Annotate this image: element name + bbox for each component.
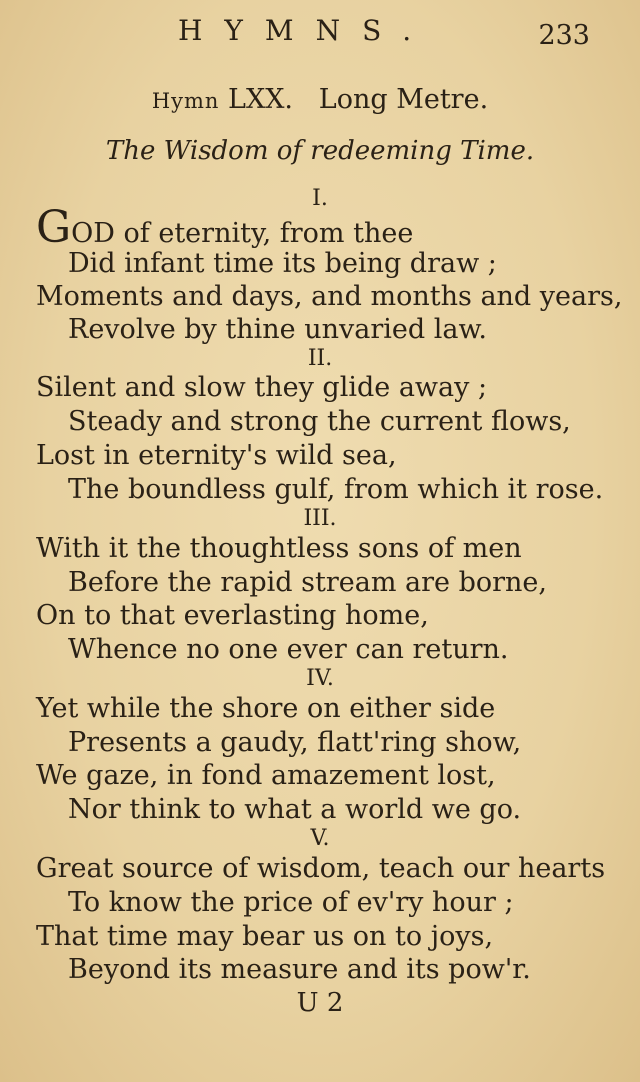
verse-line: On to that everlasting home, (36, 600, 429, 631)
verse-line: Presents a gaudy, flatt'ring show, (68, 727, 522, 758)
hymn-subtitle: The Wisdom of redeeming Time. (105, 136, 535, 166)
verse-line-text: OD of eternity, from thee (71, 218, 414, 249)
signature-mark: U 2 (296, 988, 344, 1018)
hymn-title-number: LXX. (228, 84, 294, 115)
verse-line: We gaze, in fond amazement lost, (36, 760, 496, 791)
drop-cap: G (36, 202, 72, 253)
verse-line: The boundless gulf, from which it rose. (68, 474, 604, 505)
verse-line: Beyond its measure and its pow'r. (68, 954, 531, 985)
hymn-title (0, 84, 640, 115)
page-number: 233 (538, 20, 590, 51)
stanza-numeral-2: II. (307, 346, 333, 371)
verse-line: Did infant time its being draw ; (68, 248, 497, 279)
verse-line: That time may bear us on to joys, (36, 921, 494, 952)
verse-line: Revolve by thine unvaried law. (68, 314, 487, 345)
verse-line: Before the rapid stream are borne, (68, 567, 547, 598)
verse-line: Whence no one ever can return. (68, 634, 509, 665)
verse-line: Great source of wisdom, teach our hearts (36, 853, 606, 884)
running-head: HYMNS. (178, 14, 434, 47)
stanza-numeral-5: V. (310, 826, 330, 851)
verse-line: Moments and days, and months and years, (36, 281, 623, 312)
verse-line: Steady and strong the current flows, (68, 406, 571, 437)
stanza-numeral-1: I. (312, 186, 328, 211)
hymn-title-meter: Long Metre. (318, 84, 489, 115)
verse-line (36, 202, 414, 253)
stanza-numeral-4: IV. (306, 666, 334, 691)
hymn-title-word: Hymn (151, 89, 220, 113)
verse-line: Lost in eternity's wild sea, (36, 440, 397, 471)
verse-line: Silent and slow they glide away ; (36, 372, 488, 403)
verse-line: To know the price of ev'ry hour ; (68, 887, 514, 918)
verse-line: Nor think to what a world we go. (68, 794, 522, 825)
stanza-numeral-3: III. (303, 506, 337, 531)
verse-line: With it the thoughtless sons of men (36, 533, 522, 564)
verse-line: Yet while the shore on either side (36, 693, 496, 724)
